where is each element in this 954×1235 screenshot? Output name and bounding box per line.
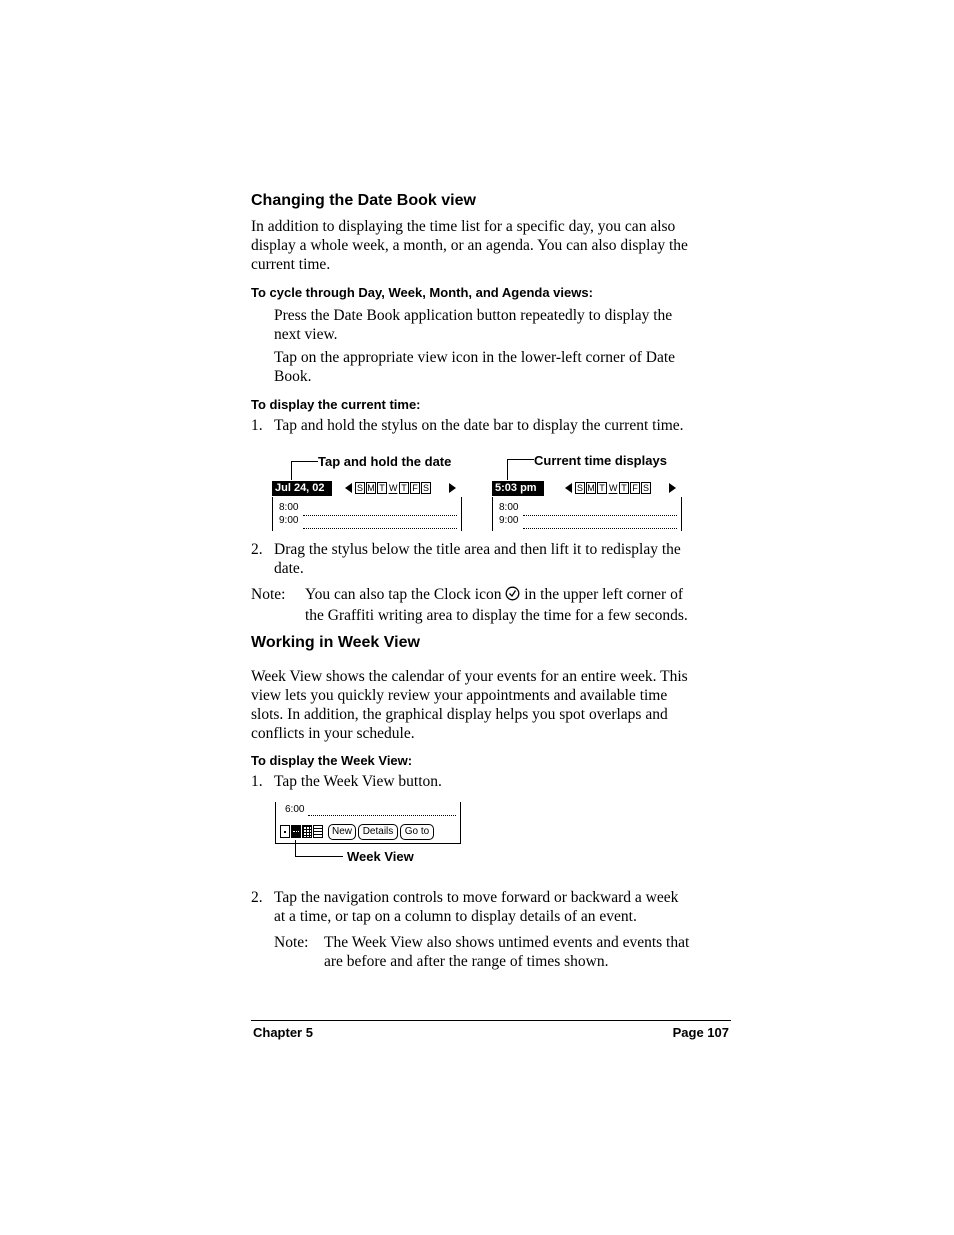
callout-line-left [291,461,318,480]
day-wed[interactable]: W [389,483,398,493]
current-time-label[interactable]: 5:03 pm [492,481,544,496]
time-slot[interactable]: 8:00 [279,502,299,513]
day-sun[interactable]: S [576,483,583,493]
current-time-heading: To display the current time: [251,397,421,412]
day-sun[interactable]: S [356,483,363,493]
date-bar[interactable] [492,481,682,496]
day-view-toolbar-screen [275,802,461,844]
date-label[interactable]: Jul 24, 02 [272,481,332,496]
date-bar[interactable] [272,481,462,496]
callout-tap-hold-date: Tap and hold the date [318,454,452,469]
time-slot[interactable]: 9:00 [499,515,519,526]
day-wed[interactable]: W [609,483,618,493]
day-mon[interactable]: M [587,483,595,493]
step-2: 2. Drag the stylus below the title area and then lift it to redisplay the date. [251,541,681,577]
agenda-view-icon[interactable] [313,825,323,838]
day-thu[interactable]: T [399,482,409,494]
day-tue[interactable]: T [377,482,387,494]
month-view-icon[interactable] [302,825,312,838]
cycle-paragraph-2: Tap on the appropriate view icon in the lower-left corner of Date Book. [274,349,676,385]
slot-line [308,815,456,816]
next-week-icon[interactable] [449,483,456,493]
slot-line [303,528,457,529]
callout-line-right [507,459,534,480]
day-tue[interactable]: T [597,482,607,494]
time-slot[interactable]: 9:00 [279,515,299,526]
day-fri[interactable]: F [630,482,640,494]
footer-chapter: Chapter 5 [253,1025,313,1040]
go-to-button[interactable]: Go to [400,824,434,840]
time-slot[interactable]: 6:00 [285,804,305,815]
note-text: You can also tap the Clock icon in the upper left corner of the Graffiti writing area to display the time for a few seconds. [305,586,688,624]
day-sat[interactable]: S [422,483,429,493]
week-note-label: Note: [274,934,309,951]
day-sat[interactable]: S [642,483,649,493]
note-label: Note: [251,586,286,603]
slot-line [303,515,457,516]
cycle-views-heading: To cycle through Day, Week, Month, and Agenda views: [251,285,593,300]
previous-week-icon[interactable] [345,483,352,493]
day-mon[interactable]: M [367,483,375,493]
week-view-icon[interactable] [291,825,301,838]
week-intro-paragraph: Week View shows the calendar of your events for an entire week. This view lets you quickly review your appointments and available time slots. In addition, the graphical display helps you spot overlaps and conflicts in your schedule. [251,668,688,742]
intro-paragraph: In addition to displaying the time list for a specific day, you can also display a whole week, a month, or an agenda. You can also display the current time. [251,218,688,273]
day-thu[interactable]: T [619,482,629,494]
slot-line [523,515,677,516]
section-heading-date-book-view: Changing the Date Book view [251,192,476,209]
day-view-icon[interactable] [280,825,290,838]
slot-line [523,528,677,529]
date-view-screen-right [492,481,682,532]
time-list [272,497,462,531]
footer-rule [251,1020,731,1021]
clock-icon [505,586,520,606]
step-1: 1. Tap and hold the stylus on the date bar to display the current time. [251,417,684,434]
callout-week-view: Week View [347,849,414,864]
next-week-icon[interactable] [669,483,676,493]
week-step-1: 1. Tap the Week View button. [251,773,442,790]
week-step-2: 2. Tap the navigation controls to move forward or backward a week at a time, or tap on a column to display details of an event. [251,889,679,925]
footer-page-number: Page 107 [672,1025,729,1040]
previous-week-icon[interactable] [565,483,572,493]
time-list [492,497,682,531]
section-heading-week-view: Working in Week View [251,634,420,651]
date-view-screen-left [272,481,462,532]
callout-line-week [295,840,343,857]
new-button[interactable]: New [328,824,356,840]
callout-current-time: Current time displays [534,453,667,468]
display-week-heading: To display the Week View: [251,753,413,768]
week-note-text: The Week View also shows untimed events and events that are before and after the range of times shown. [324,934,690,970]
cycle-paragraph-1: Press the Date Book application button repeatedly to display the next view. [274,307,673,343]
details-button[interactable]: Details [358,824,398,840]
time-slot[interactable]: 8:00 [499,502,519,513]
day-fri[interactable]: F [410,482,420,494]
